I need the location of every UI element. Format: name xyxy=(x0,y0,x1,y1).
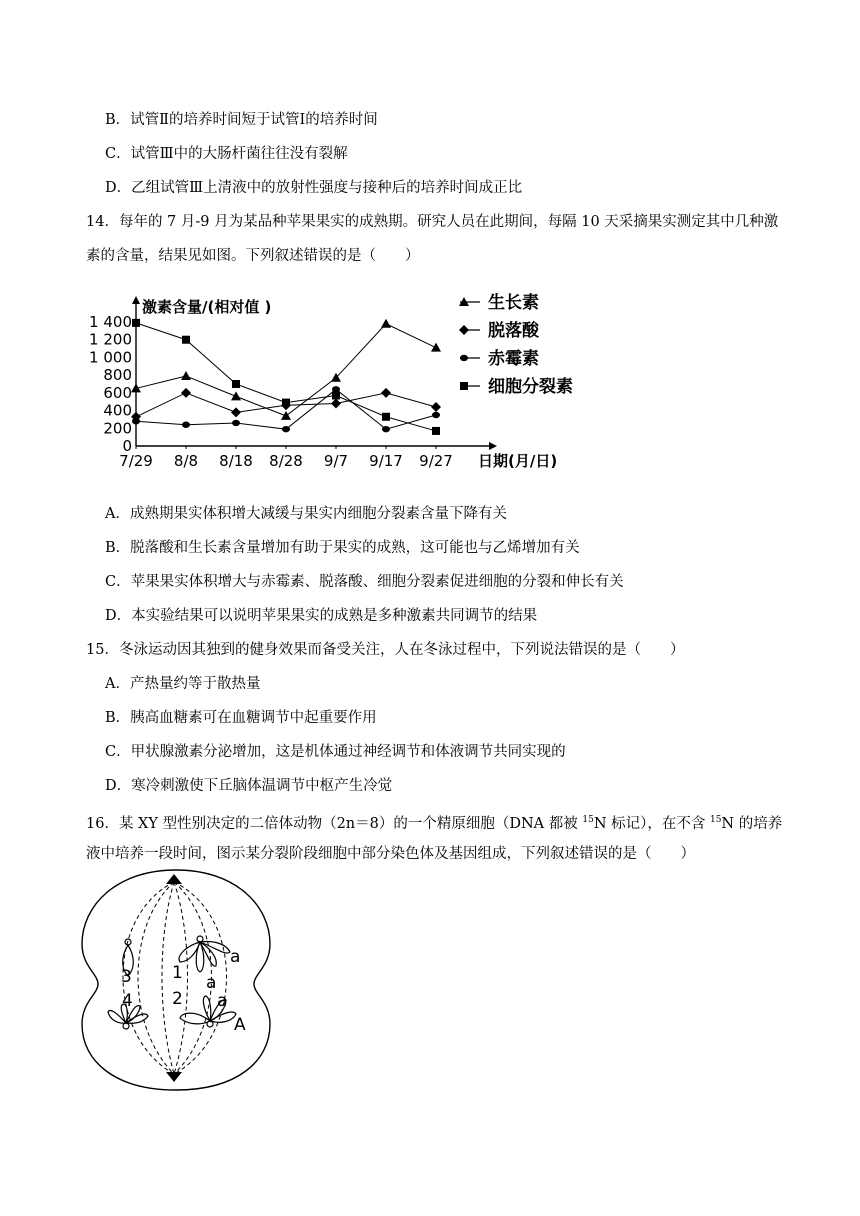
chart-svg xyxy=(89,288,608,474)
superscript-15-second: 15 xyxy=(709,815,722,825)
legend-marker-diamond xyxy=(459,325,469,335)
data-point-square xyxy=(282,399,290,407)
data-point-diamond xyxy=(331,398,341,408)
superscript-15-first: 15 xyxy=(582,815,594,825)
label-1: 1 xyxy=(172,963,183,983)
data-point-square xyxy=(182,336,190,344)
x-tick-label: 9/7 xyxy=(323,452,349,470)
legend-label: 脱落酸 xyxy=(488,321,539,341)
x-tick-label: 8/28 xyxy=(269,452,303,470)
data-point-triangle xyxy=(231,391,241,400)
q16-text-b: N 标记），在不含 xyxy=(593,815,710,832)
label-2: 2 xyxy=(172,989,183,1009)
label-3: 3 xyxy=(121,967,132,987)
q16-text-a: 16．某 XY 型性别决定的二倍体动物（2n＝8）的一个精原细胞（DNA 都被 xyxy=(86,815,583,832)
data-point-triangle xyxy=(181,371,191,380)
data-point-circle xyxy=(182,422,190,428)
q13-option-b: B．试管Ⅱ的培养时间短于试管Ⅰ的培养时间 xyxy=(105,112,378,128)
data-point-triangle xyxy=(281,411,291,420)
y-tick-label: 1 400 xyxy=(89,313,132,331)
q16-stem-line-2: 液中培养一段时间，图示某分裂阶段细胞中部分染色体及基因组成，下列叙述错误的是（ ） xyxy=(86,846,695,862)
x-tick-label: 9/17 xyxy=(369,452,403,470)
cell-svg xyxy=(76,866,276,1094)
q14-option-a: A．成熟期果实体积增大减缓与果实内细胞分裂素含量下降有关 xyxy=(105,506,507,522)
gene-label-a-top: a xyxy=(230,947,241,967)
data-point-circle xyxy=(282,426,290,432)
q15-option-d: D．寒冷刺激使下丘脑体温调节中枢产生冷觉 xyxy=(105,778,393,794)
q14-stem-line-2: 素的含量，结果见如图。下列叙述错误的是（ ） xyxy=(86,248,420,264)
legend-marker-square xyxy=(460,382,468,390)
gene-label-a-mid: a xyxy=(206,973,217,993)
y-tick-label: 1 000 xyxy=(89,348,132,367)
data-point-circle xyxy=(382,426,390,432)
y-axis-arrow xyxy=(132,296,140,304)
x-axis-label: 日期(月/日) xyxy=(478,452,558,470)
gene-label-A: A xyxy=(234,1015,246,1035)
data-point-diamond xyxy=(431,402,441,412)
data-point-square xyxy=(382,413,390,421)
q13-option-d: D．乙组试管Ⅲ上清液中的放射性强度与接种后的培养时间成正比 xyxy=(105,180,523,196)
cell-division-diagram xyxy=(76,866,276,1094)
legend-label: 细胞分裂素 xyxy=(488,377,573,397)
gene-label-a-low: a xyxy=(217,991,228,1011)
data-point-square xyxy=(132,319,140,327)
q16-stem-line-1 xyxy=(86,810,782,834)
data-point-circle xyxy=(432,412,440,418)
q16-text-c: N 的培养 xyxy=(721,815,783,832)
x-axis-arrow xyxy=(489,442,497,450)
q14-option-b: B．脱落酸和生长素含量增加有助于果实的成熟，这可能也与乙烯增加有关 xyxy=(105,540,580,556)
y-tick-label: 1 200 xyxy=(89,330,132,349)
legend-marker-circle xyxy=(460,355,468,361)
y-tick-label: 200 xyxy=(103,419,132,438)
data-point-diamond xyxy=(181,388,191,398)
x-tick-label: 7/29 xyxy=(119,452,153,470)
data-point-circle xyxy=(132,418,140,424)
q15-option-b: B．胰高血糖素可在血糖调节中起重要作用 xyxy=(105,710,377,726)
x-tick-label: 8/18 xyxy=(219,452,253,470)
y-tick-label: 600 xyxy=(103,383,132,402)
x-tick-label: 9/27 xyxy=(419,452,453,470)
y-tick-label: 0 xyxy=(122,437,132,455)
x-tick-label: 8/8 xyxy=(173,452,199,470)
q14-option-d: D．本实验结果可以说明苹果果实的成熟是多种激素共同调节的结果 xyxy=(105,608,538,624)
centrosome-top xyxy=(166,874,182,884)
centrosome-bottom xyxy=(166,1072,182,1082)
y-axis-label: 激素含量/(相对值 ) xyxy=(142,298,272,316)
q14-stem-line-1: 14．每年的 7 月-9 月为某品种苹果果实的成熟期。研究人员在此期间，每隔 10 天采摘果实测定其中几种激 xyxy=(86,214,779,230)
data-point-square xyxy=(432,427,440,435)
legend-label: 生长素 xyxy=(488,293,539,313)
label-4: 4 xyxy=(122,991,133,1011)
y-tick-label: 800 xyxy=(103,366,132,385)
hormone-line-chart xyxy=(89,288,608,474)
q14-option-c: C．苹果果实体积增大与赤霉素、脱落酸、细胞分裂素促进细胞的分裂和伸长有关 xyxy=(105,574,624,590)
data-point-square xyxy=(332,392,340,400)
data-point-triangle xyxy=(381,319,391,328)
data-point-circle xyxy=(232,420,240,426)
legend-label: 赤霉素 xyxy=(488,349,539,369)
q13-option-c: C．试管Ⅲ中的大肠杆菌往往没有裂解 xyxy=(105,146,348,162)
data-point-diamond xyxy=(231,407,241,417)
data-point-square xyxy=(232,380,240,388)
y-tick-label: 400 xyxy=(103,401,132,420)
q15-option-a: A．产热量约等于散热量 xyxy=(105,676,261,692)
chromosome-2 xyxy=(180,996,236,1027)
data-point-diamond xyxy=(381,388,391,398)
data-point-triangle xyxy=(431,343,441,352)
q15-option-c: C．甲状腺激素分泌增加，这是机体通过神经调节和体液调节共同实现的 xyxy=(105,744,566,760)
q15-stem: 15．冬泳运动因其独到的健身效果而备受关注，人在冬泳过程中，下列说法错误的是（ ） xyxy=(86,642,685,658)
